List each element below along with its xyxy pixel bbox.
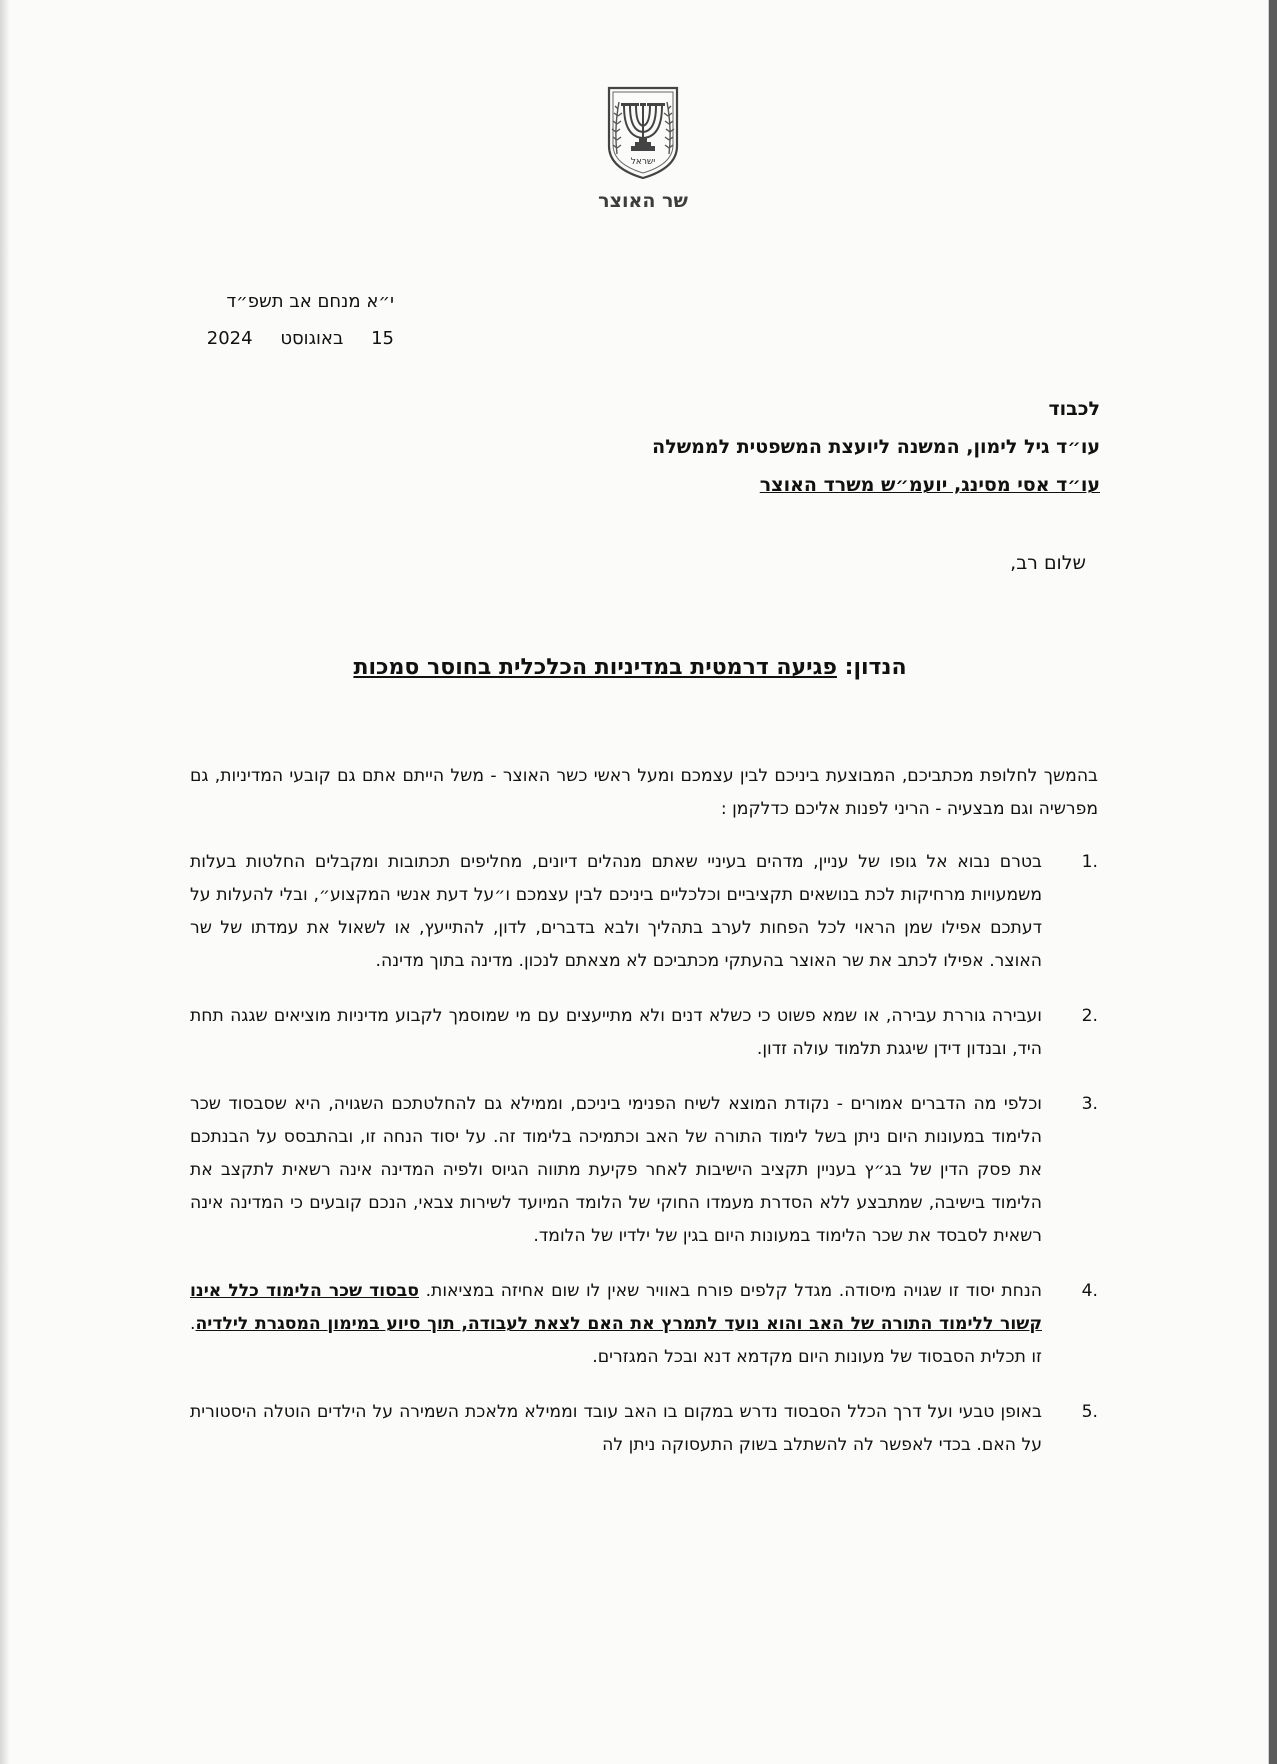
- ministry-title: שר האוצר: [598, 190, 688, 212]
- state-of-israel-emblem-icon: [603, 84, 683, 180]
- paragraph-number: .3: [1081, 1094, 1098, 1114]
- paragraph-text: בטרם נבוא אל גופו של עניין, מדהים בעיניי שאתם מנהלים דיונים, מחליפים תכתובות ומקבלים החלטות בעלות משמעויות מרחיקות לכת בנושאים תקציביים וכלכליים ביניכם לבין עצמכם ו״על דעת אנשי המקצוע״, ובלי להעלות על דעתכם אפילו שמן הראוי לכל הפחות לערב בתהליך ולבא בדברים, לדון, להתייעץ, או לשאול את עמדתו של שר האוצר. אפילו לכתב את שר האוצר בהעתקי מכתביכם לא מצאתם לנכון. מדינה בתוך מדינה.: [190, 852, 1042, 971]
- date-year: 2024: [206, 328, 253, 349]
- scan-edge-shadow: [0, 0, 10, 1764]
- paragraph-text: [190, 1275, 1042, 1374]
- date-day: 15: [371, 328, 394, 349]
- paragraph-number: .1: [1081, 852, 1098, 872]
- numbered-paragraph-5: [190, 1396, 1098, 1462]
- numbered-paragraph-4: [190, 1275, 1098, 1374]
- recipients-block: [400, 390, 1100, 504]
- paragraph-number: .4: [1081, 1281, 1098, 1301]
- numbered-paragraph-2: [190, 1000, 1098, 1066]
- date-block: [194, 283, 394, 357]
- numbered-paragraph-3: [190, 1088, 1098, 1253]
- subject-line: [200, 655, 1060, 680]
- emblem-text: ישראל: [630, 157, 656, 167]
- recipient-line-2: עו״ד אסי מסינג, יועמ״ש משרד האוצר: [759, 474, 1100, 496]
- hebrew-date: י״א מנחם אב תשפ״ד: [226, 291, 394, 312]
- paragraph-text: וכלפי מה הדברים אמורים - נקודת המוצא לשיח הפנימי ביניכם, וממילא גם להחלטתכם השגויה, היא שסבסוד שכר הלימוד במעונות היום ניתן בשל לימוד התורה של האב וכתמיכה בלימוד זה. על יסוד הנחה זו, ובהתבסס על הבנתכם את פסק הדין של בג״ץ בעניין תקציב הישיבות לאחר פקיעת מתווה הגיוס ולפיה המדינה אינה רשאית לתקצב את הלימוד בישיבה, שמתבצע ללא הסדרת מעמדו החוקי של הלומד המיועד לשירות צבאי, הנכם קובעים כי המדינה אינה רשאית לסבסד את שכר הלימוד במעונות היום בגין של ילדיו של הלומד.: [190, 1094, 1042, 1246]
- gregorian-date: [194, 320, 394, 357]
- paragraph-text-before: הנחת יסוד זו שגויה מיסודה. מגדל קלפים פורח באוויר שאין לו שום אחיזה במציאות.: [425, 1281, 1043, 1301]
- paragraph-number: .2: [1081, 1006, 1098, 1026]
- emphasized-statement: סבסוד שכר הלימוד כלל אינו קשור ללימוד התורה של האב והוא נועד לתמרץ את האם לצאת לעבודה, תוך סיוע במימון המסגרת לילדיה: [190, 1281, 1042, 1334]
- paragraph-number: .5: [1081, 1402, 1098, 1422]
- salutation-label: לכבוד: [1048, 398, 1100, 420]
- paragraph-text-after: . זו תכלית הסבסוד של מעונות היום מקדמא דנא ובכל המגזרים.: [190, 1314, 1042, 1367]
- intro-paragraph: בהמשך לחלופת מכתביכם, המבוצעת ביניכם לבין עצמכם ומעל ראשי כשר האוצר - משל הייתם אתם גם קובעי המדיניות, גם מפרשיה וגם מבצעיה - הריני לפנות אליכם כדלקמן :: [190, 766, 1098, 819]
- numbered-paragraph-1: [190, 846, 1098, 978]
- letter-body: [190, 760, 1098, 1484]
- paragraph-text: באופן טבעי ועל דרך הכלל הסבסוד נדרש במקום בו האב עובד וממילא מלאכת השמירה על הילדים הוטלה היסטורית על האם. בכדי לאפשר לה להשתלב בשוק התעסוקה ניתן לה: [190, 1402, 1042, 1455]
- subject-label: הנדון:: [844, 655, 907, 680]
- recipient-line-1: עו״ד גיל לימון, המשנה ליועצת המשפטית לממשלה: [652, 436, 1100, 458]
- subject-text: פגיעה דרמטית במדיניות הכלכלית בחוסר סמכות: [353, 655, 837, 680]
- date-month: באוגוסט: [280, 328, 344, 349]
- greeting: שלום רב,: [1010, 552, 1086, 574]
- paragraph-text: ועבירה גוררת עבירה, או שמא פשוט כי כשלא דנים ולא מתייעצים עם מי שמוסמך לקבוע מדיניות מוציאים שגגה תחת היד, ובנדון דידן שיגגת תלמוד עולה זדון.: [190, 1006, 1042, 1059]
